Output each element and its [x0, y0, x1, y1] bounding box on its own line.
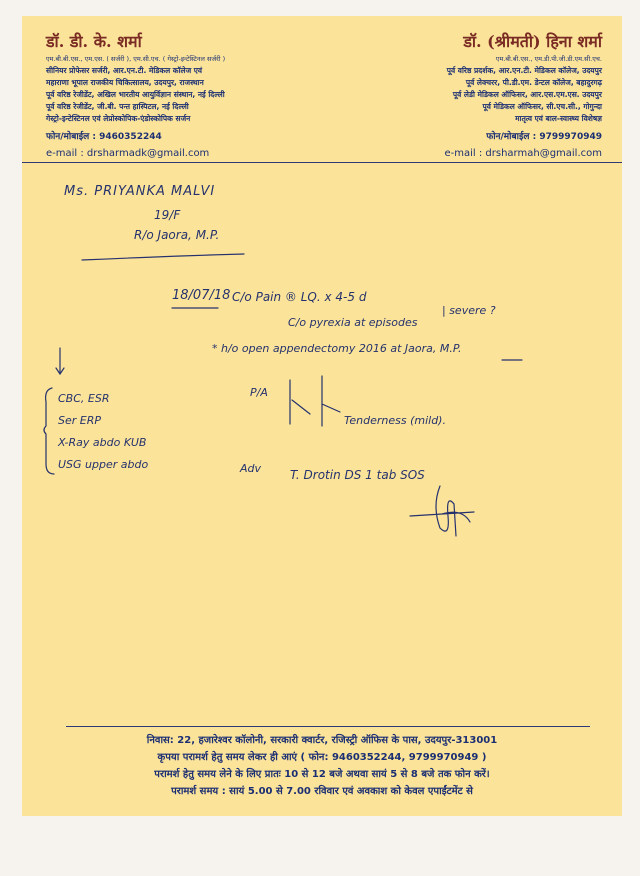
footer-block	[42, 732, 602, 800]
pa-label: P/A	[250, 386, 268, 399]
right-doctor-name: डॉ. (श्रीमती) हिना शर्मा	[463, 32, 602, 51]
right-doctor-phone: फोन/मोबाईल : 9799970949	[486, 132, 602, 142]
left-credential-2: महाराणा भूपाल राजकीय चिकित्सालय, उदयपुर, राजस्थान	[46, 78, 204, 87]
handwriting-marks	[22, 16, 622, 816]
investigation-4: USG upper abdo	[58, 458, 149, 471]
investigation-2: Ser ERP	[58, 414, 101, 427]
prescription-sheet	[22, 16, 622, 816]
history-note: C/o pyrexia at episodes	[288, 316, 418, 329]
signature	[410, 486, 474, 536]
footer-appointment: कृपया परामर्श हेतु समय लेकर ही आएं ( फोन: 9460352244, 9799970949 )	[157, 752, 487, 763]
abdomen-diagram	[290, 376, 340, 426]
patient-name: Ms. PRIYANKA MALVI	[64, 184, 216, 199]
advice-text: T. Drotin DS 1 tab SOS	[290, 468, 425, 482]
right-doctor-email: e-mail : drsharmah@gmail.com	[444, 148, 602, 159]
left-credential-5: गेस्ट्रो-इन्टेस्टिनल एवं लेप्रोस्कोपिक-एंडोस्कोपिक सर्जन	[46, 114, 191, 123]
left-credential-4: पूर्व वरिष्ठ रेजीडेंट, जी.बी. पन्त हास्पिटल, नई दिल्ली	[46, 102, 189, 111]
exam-finding: Tenderness (mild).	[344, 414, 446, 427]
advice-label: Adv	[240, 462, 262, 475]
right-credential-5: मातृत्व एवं बाल-स्वास्थ्य विशेषज्ञ	[515, 114, 602, 123]
right-credential-2: पूर्व लेक्चरर, पी.डी.एम. डेन्टल कॉलेज, बहादुरगढ़	[465, 78, 602, 87]
patient-age-sex: 19/F	[154, 208, 181, 222]
patient-residence: R/o Jaora, M.P.	[134, 228, 220, 242]
left-doctor-email: e-mail : drsharmadk@gmail.com	[46, 148, 210, 159]
investigation-bracket	[44, 388, 54, 474]
right-credential-1: पूर्व वरिष्ठ प्रदर्शक, आर.एन.टी. मेडिकल कॉलेज, उदयपुर	[446, 66, 602, 75]
footer-hours: परामर्श समय : सायं 5.00 से 7.00 रविवार एवं अवकाश को केवल एपाईंटमेंट से	[171, 786, 473, 797]
chief-complaint: C/o Pain ® LQ. x 4-5 d	[232, 290, 367, 304]
left-credential-3: पूर्व वरिष्ठ रेजीडेंट, अखिल भारतीय आयुर्विज्ञान संस्थान, नई दिल्ली	[46, 90, 225, 99]
left-credential-1: सीनियर प्रोफेसर सर्जरी, आर.एन.टी. मेडिकल कॉलेज एवं	[46, 66, 203, 75]
name-underline	[82, 254, 244, 260]
right-doctor-degrees: एम.बी.बी.एस., एम.डी.पी.जी.डी.एम.सी.एच.	[495, 55, 602, 63]
footer-address: निवास: 22, हजारेश्वर कॉलोनी, सरकारी क्वार्टर, रजिस्ट्री ऑफिस के पास, उदयपुर-313001	[146, 735, 498, 746]
severity-note: | severe ?	[442, 304, 496, 317]
left-doctor-degrees: एम.बी.बी.एस., एम.एस. ( सर्जरी ), एम.सी.एच. ( गेस्ट्रो-इन्टेस्टिनल सर्जरी )	[46, 55, 226, 63]
investigation-1: CBC, ESR	[58, 392, 110, 405]
investigation-3: X-Ray abdo KUB	[58, 436, 147, 449]
right-credential-4: पूर्व मेडिकल ऑफिसर, सी.एच.सी., गोगुन्दा	[482, 102, 602, 111]
footer-divider	[66, 726, 590, 727]
footer-timing: परामर्श हेतु समय लेने के लिए प्रातः 10 से 12 बजे अथवा सायं 5 से 8 बजे तक फोन करें।	[154, 769, 490, 780]
investigation-arrow	[56, 348, 64, 374]
right-credential-3: पूर्व लेडी मेडिकल ऑफिसर, आर.एस.एम.एस. उदयपुर	[452, 90, 602, 99]
left-doctor-phone: फोन/मोबाईल : 9460352244	[46, 132, 162, 142]
left-doctor-name: डॉ. डी. के. शर्मा	[46, 32, 142, 51]
past-history-note: * h/o open appendectomy 2016 at Jaora, M.P.	[212, 342, 462, 355]
visit-date: 18/07/18	[172, 288, 231, 303]
